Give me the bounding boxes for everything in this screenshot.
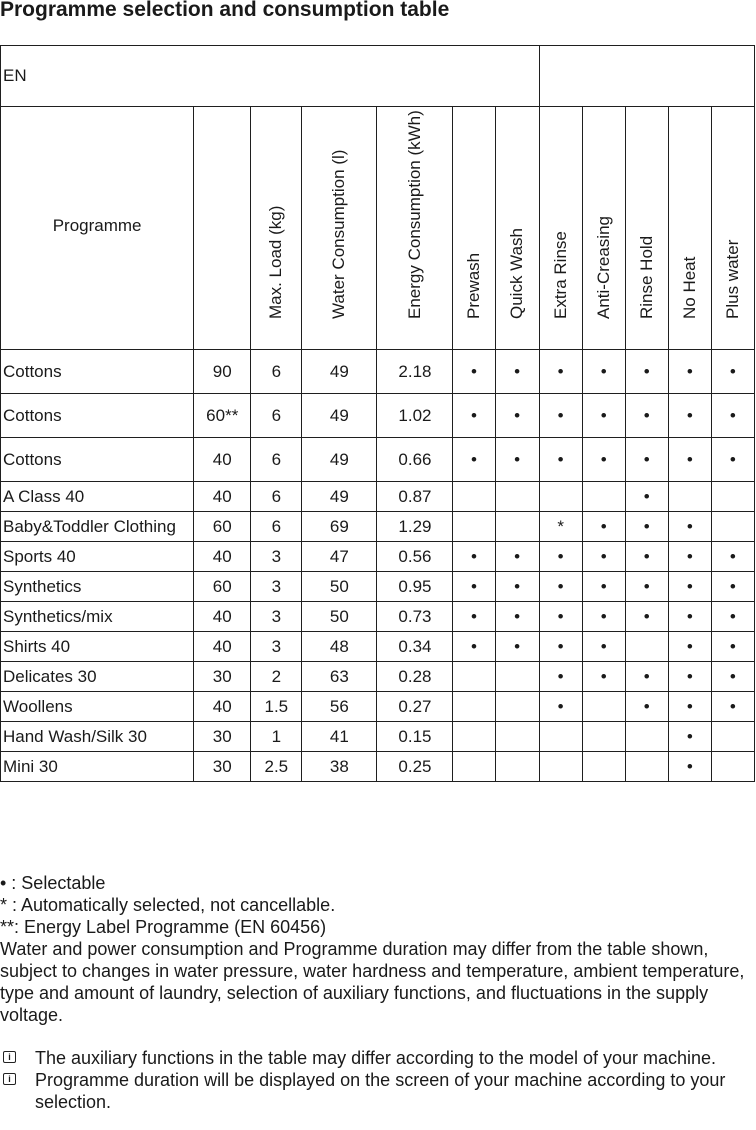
function-cell: • bbox=[539, 438, 582, 482]
temperature-cell: 40 bbox=[194, 542, 251, 572]
table-row bbox=[1, 482, 755, 512]
temperature-header bbox=[194, 107, 251, 350]
function-cell: • bbox=[582, 632, 625, 662]
function-cell: • bbox=[625, 692, 668, 722]
function-cell: • bbox=[453, 572, 495, 602]
function-cell bbox=[453, 482, 495, 512]
function-cell: • bbox=[453, 632, 495, 662]
function-cell bbox=[453, 692, 495, 722]
function-cell: • bbox=[495, 394, 539, 438]
function-cell bbox=[711, 482, 754, 512]
max-load-cell: 3 bbox=[251, 632, 302, 662]
water-cell: 48 bbox=[302, 632, 377, 662]
water-cell: 49 bbox=[302, 438, 377, 482]
function-cell bbox=[495, 752, 539, 782]
programme-cell: A Class 40 bbox=[1, 482, 194, 512]
programme-cell: Baby&Toddler Clothing bbox=[1, 512, 194, 542]
programme-cell: Hand Wash/Silk 30 bbox=[1, 722, 194, 752]
function-cell: • bbox=[495, 542, 539, 572]
function-cell: • bbox=[539, 692, 582, 722]
function-cell bbox=[625, 722, 668, 752]
function-cell: • bbox=[582, 542, 625, 572]
function-cell: • bbox=[668, 438, 711, 482]
energy-cell: 0.28 bbox=[377, 662, 453, 692]
function-cell bbox=[539, 752, 582, 782]
max-load-cell: 6 bbox=[251, 512, 302, 542]
function-cell: • bbox=[539, 632, 582, 662]
note-text: The auxiliary functions in the table may differ according to the model of your machine. bbox=[35, 1048, 717, 1068]
function-cell bbox=[711, 722, 754, 752]
energy-cell: 0.27 bbox=[377, 692, 453, 722]
function-cell: • bbox=[582, 394, 625, 438]
function-cell: • bbox=[711, 394, 754, 438]
temperature-cell: 40 bbox=[194, 632, 251, 662]
table-row bbox=[1, 662, 755, 692]
region-label: EN bbox=[1, 46, 540, 107]
empty-header-cell bbox=[539, 46, 754, 107]
function-cell: • bbox=[711, 542, 754, 572]
programme-cell: Sports 40 bbox=[1, 542, 194, 572]
function-cell: • bbox=[495, 350, 539, 394]
table-row bbox=[1, 394, 755, 438]
page-title: Programme selection and consumption table bbox=[0, 0, 450, 21]
function-cell bbox=[668, 482, 711, 512]
table-row bbox=[1, 692, 755, 722]
max-load-cell: 3 bbox=[251, 602, 302, 632]
function-cell: • bbox=[711, 572, 754, 602]
function-cell bbox=[495, 722, 539, 752]
table-row bbox=[1, 512, 755, 542]
function-cell: • bbox=[625, 542, 668, 572]
function-cell: • bbox=[668, 512, 711, 542]
function-cell bbox=[495, 482, 539, 512]
water-cell: 50 bbox=[302, 572, 377, 602]
function-cell: • bbox=[668, 632, 711, 662]
function-cell bbox=[582, 692, 625, 722]
programme-cell: Synthetics bbox=[1, 572, 194, 602]
table-row bbox=[1, 722, 755, 752]
function-cell: • bbox=[539, 394, 582, 438]
water-cell: 56 bbox=[302, 692, 377, 722]
max-load-cell: 6 bbox=[251, 350, 302, 394]
function-cell bbox=[539, 482, 582, 512]
function-cell bbox=[711, 752, 754, 782]
function-cell: • bbox=[539, 572, 582, 602]
programme-cell: Cottons bbox=[1, 394, 194, 438]
water-cell: 49 bbox=[302, 394, 377, 438]
function-cell: • bbox=[668, 394, 711, 438]
max-load-cell: 3 bbox=[251, 542, 302, 572]
function-cell: • bbox=[668, 350, 711, 394]
function-cell: • bbox=[582, 438, 625, 482]
programme-cell: Cottons bbox=[1, 350, 194, 394]
energy-cell: 0.15 bbox=[377, 722, 453, 752]
water-cell: 38 bbox=[302, 752, 377, 782]
function-cell: • bbox=[453, 394, 495, 438]
function-cell: • bbox=[453, 542, 495, 572]
function-cell: • bbox=[711, 662, 754, 692]
function-cell: • bbox=[453, 350, 495, 394]
function-cell bbox=[453, 752, 495, 782]
energy-cell: 0.34 bbox=[377, 632, 453, 662]
programme-table bbox=[0, 45, 755, 782]
max-load-cell: 1.5 bbox=[251, 692, 302, 722]
energy-header: Energy Consumption (kWh) bbox=[377, 107, 453, 350]
function-cell bbox=[625, 752, 668, 782]
temperature-cell: 30 bbox=[194, 722, 251, 752]
max-load-cell: 2.5 bbox=[251, 752, 302, 782]
function-cell: • bbox=[495, 438, 539, 482]
energy-cell: 0.25 bbox=[377, 752, 453, 782]
temperature-cell: 40 bbox=[194, 602, 251, 632]
function-cell: • bbox=[668, 602, 711, 632]
function-cell bbox=[582, 722, 625, 752]
max-load-cell: 3 bbox=[251, 572, 302, 602]
energy-cell: 0.56 bbox=[377, 542, 453, 572]
function-cell: • bbox=[453, 438, 495, 482]
energy-cell: 1.02 bbox=[377, 394, 453, 438]
function-cell: • bbox=[625, 512, 668, 542]
function-cell: • bbox=[495, 632, 539, 662]
energy-cell: 0.66 bbox=[377, 438, 453, 482]
function-cell: • bbox=[582, 662, 625, 692]
function-cell: • bbox=[668, 662, 711, 692]
max-load-cell: 6 bbox=[251, 482, 302, 512]
legend-energy-label: **: Energy Label Programme (EN 60456) bbox=[0, 917, 327, 937]
function-cell: • bbox=[711, 602, 754, 632]
programme-cell: Cottons bbox=[1, 438, 194, 482]
function-cell bbox=[711, 512, 754, 542]
legend bbox=[0, 872, 750, 1026]
programme-cell: Delicates 30 bbox=[1, 662, 194, 692]
function-cell bbox=[453, 662, 495, 692]
water-header: Water Consumption (l) bbox=[302, 107, 377, 350]
note-item bbox=[0, 1047, 750, 1069]
table-row bbox=[1, 602, 755, 632]
function-cell: • bbox=[668, 752, 711, 782]
function-cell: • bbox=[539, 350, 582, 394]
max-load-cell: 1 bbox=[251, 722, 302, 752]
function-cell bbox=[625, 632, 668, 662]
water-cell: 69 bbox=[302, 512, 377, 542]
programme-cell: Synthetics/mix bbox=[1, 602, 194, 632]
plus-water-header: Plus water bbox=[711, 107, 754, 350]
energy-cell: 2.18 bbox=[377, 350, 453, 394]
function-cell: • bbox=[625, 350, 668, 394]
function-cell: • bbox=[625, 394, 668, 438]
function-cell: • bbox=[625, 438, 668, 482]
function-cell: • bbox=[668, 722, 711, 752]
function-cell: • bbox=[582, 512, 625, 542]
temperature-cell: 40 bbox=[194, 438, 251, 482]
function-cell bbox=[495, 692, 539, 722]
energy-cell: 1.29 bbox=[377, 512, 453, 542]
function-cell: • bbox=[582, 572, 625, 602]
legend-automatic: * : Automatically selected, not cancellable. bbox=[0, 895, 336, 915]
function-cell bbox=[582, 752, 625, 782]
energy-cell: 0.87 bbox=[377, 482, 453, 512]
temperature-cell: 60** bbox=[194, 394, 251, 438]
function-cell: • bbox=[625, 662, 668, 692]
table-row bbox=[1, 572, 755, 602]
function-cell: • bbox=[668, 572, 711, 602]
function-cell: • bbox=[711, 350, 754, 394]
function-cell: • bbox=[539, 662, 582, 692]
notes bbox=[0, 1047, 750, 1113]
no-heat-header: No Heat bbox=[668, 107, 711, 350]
function-cell bbox=[495, 512, 539, 542]
legend-selectable: • : Selectable bbox=[0, 873, 106, 893]
max-load-cell: 2 bbox=[251, 662, 302, 692]
water-cell: 63 bbox=[302, 662, 377, 692]
water-cell: 41 bbox=[302, 722, 377, 752]
max-load-cell: 6 bbox=[251, 394, 302, 438]
energy-cell: 0.95 bbox=[377, 572, 453, 602]
energy-cell: 0.73 bbox=[377, 602, 453, 632]
temperature-cell: 60 bbox=[194, 512, 251, 542]
programme-header: Programme bbox=[1, 107, 194, 350]
water-cell: 50 bbox=[302, 602, 377, 632]
table-row bbox=[1, 438, 755, 482]
function-cell: • bbox=[495, 572, 539, 602]
function-cell bbox=[453, 512, 495, 542]
table-row bbox=[1, 350, 755, 394]
function-cell: • bbox=[625, 482, 668, 512]
legend-disclaimer: Water and power consumption and Programme duration may differ from the table shown, subject to changes in water pressure, water hardness and temperature, ambient temperature, type and amount of laundry, selection of auxiliary functions, and fluctuations in the supply voltage. bbox=[0, 939, 745, 1025]
function-cell bbox=[453, 722, 495, 752]
info-icon: i bbox=[3, 1073, 16, 1085]
temperature-cell: 40 bbox=[194, 692, 251, 722]
table-row bbox=[1, 632, 755, 662]
function-cell: • bbox=[711, 692, 754, 722]
function-cell: • bbox=[711, 438, 754, 482]
function-cell: • bbox=[668, 542, 711, 572]
temperature-cell: 90 bbox=[194, 350, 251, 394]
temperature-cell: 30 bbox=[194, 662, 251, 692]
temperature-cell: 30 bbox=[194, 752, 251, 782]
anti-creasing-header: Anti-Creasing bbox=[582, 107, 625, 350]
function-cell: • bbox=[582, 602, 625, 632]
table-row bbox=[1, 542, 755, 572]
function-cell: • bbox=[539, 602, 582, 632]
info-icon: i bbox=[3, 1051, 16, 1063]
function-cell: * bbox=[539, 512, 582, 542]
function-cell: • bbox=[625, 572, 668, 602]
water-cell: 49 bbox=[302, 482, 377, 512]
function-cell: • bbox=[453, 602, 495, 632]
max-load-cell: 6 bbox=[251, 438, 302, 482]
function-cell bbox=[495, 662, 539, 692]
prewash-header: Prewash bbox=[453, 107, 495, 350]
max-load-header: Max. Load (kg) bbox=[251, 107, 302, 350]
function-cell: • bbox=[495, 602, 539, 632]
water-cell: 47 bbox=[302, 542, 377, 572]
temperature-cell: 40 bbox=[194, 482, 251, 512]
programme-cell: Woollens bbox=[1, 692, 194, 722]
note-item bbox=[0, 1069, 750, 1113]
table-row bbox=[1, 752, 755, 782]
water-cell: 49 bbox=[302, 350, 377, 394]
extra-rinse-header: Extra Rinse bbox=[539, 107, 582, 350]
function-cell: • bbox=[711, 632, 754, 662]
function-cell: • bbox=[539, 542, 582, 572]
programme-cell: Mini 30 bbox=[1, 752, 194, 782]
note-text: Programme duration will be displayed on the screen of your machine according to your selection. bbox=[35, 1070, 726, 1112]
quick-wash-header: Quick Wash bbox=[495, 107, 539, 350]
function-cell: • bbox=[582, 350, 625, 394]
function-cell: • bbox=[625, 602, 668, 632]
programme-cell: Shirts 40 bbox=[1, 632, 194, 662]
function-cell: • bbox=[668, 692, 711, 722]
temperature-cell: 60 bbox=[194, 572, 251, 602]
rinse-hold-header: Rinse Hold bbox=[625, 107, 668, 350]
function-cell bbox=[539, 722, 582, 752]
function-cell bbox=[582, 482, 625, 512]
